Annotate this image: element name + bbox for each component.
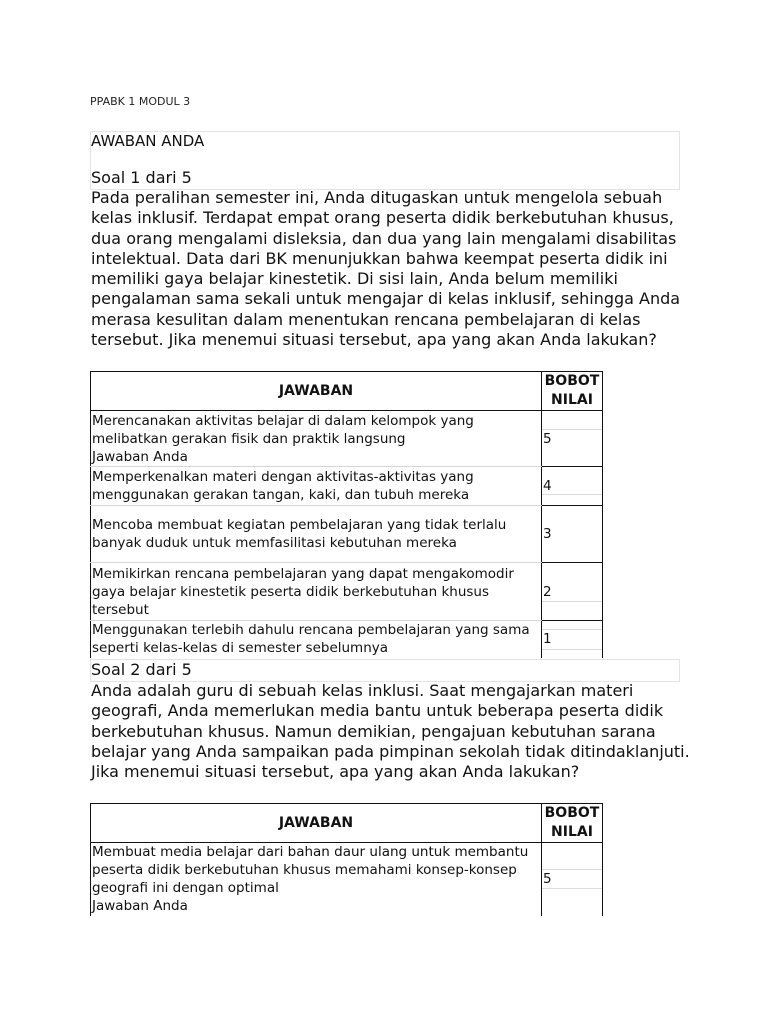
question-2-title: Soal 2 dari 5	[91, 660, 192, 679]
score-header-line-2: NILAI	[551, 392, 593, 408]
score-header-line-2: NILAI	[551, 824, 593, 840]
option-row[interactable]	[91, 621, 603, 658]
option-row[interactable]	[91, 563, 603, 621]
score-column-header	[542, 372, 603, 411]
option-score: 5	[543, 430, 552, 447]
option-cell[interactable]	[91, 411, 542, 467]
score-cell	[542, 843, 603, 917]
option-score: 5	[543, 871, 552, 887]
option-row[interactable]	[91, 506, 603, 563]
question-1-options-table	[90, 371, 603, 658]
your-answer-marker: Jawaban Anda	[92, 898, 188, 914]
question-2-table-clip	[0, 803, 768, 916]
score-cell	[542, 621, 603, 658]
answer-column-header: JAWABAN	[91, 372, 542, 411]
your-answer-marker: Jawaban Anda	[92, 448, 188, 465]
question-2-options-table	[90, 803, 603, 916]
score-header-line-1: BOBOT	[544, 373, 600, 389]
option-score: 2	[543, 583, 552, 600]
option-cell[interactable]	[91, 621, 542, 658]
option-text: Merencanakan aktivitas belajar di dalam kelompok yang melibatkan gerakan fisik dan praktik langsung	[92, 412, 474, 447]
score-cell	[542, 411, 603, 467]
option-text: Memperkenalkan materi dengan aktivitas-aktivitas yang menggunakan gerakan tangan, kaki, dan tubuh mereka	[92, 469, 474, 503]
option-score: 4	[543, 478, 552, 494]
question-1-text: Pada peralihan semester ini, Anda ditugaskan untuk mengelola sebuah kelas inklusif. Terdapat empat orang peserta didik berkebutuhan khusus, dua orang mengalami disleksia, dan dua yang lain mengalami disabilitas intelektual. Data dari BK menunjukkan bahwa keempat peserta didik ini memiliki gaya belajar kinestetik. Di sisi lain, Anda belum memiliki pengalaman sama sekali untuk mengajar di kelas inklusif, sehingga Anda merasa kesulitan dalam menentukan rencana pembelajaran di kelas tersebut. Jika menemui situasi tersebut, apa yang akan Anda lakukan?	[91, 188, 681, 350]
option-text: Mencoba membuat kegiatan pembelajaran yang tidak terlalu banyak duduk untuk memfasilitasi kebutuhan mereka	[92, 517, 507, 551]
answer-heading: AWABAN ANDA	[91, 132, 205, 150]
option-text: Memikirkan rencana pembelajaran yang dapat mengakomodir gaya belajar kinestetik peserta didik berkebutuhan khusus tersebut	[92, 565, 514, 618]
option-score: 3	[543, 526, 552, 542]
score-column-header	[542, 804, 603, 843]
option-cell[interactable]	[91, 467, 542, 506]
option-cell[interactable]	[91, 843, 542, 917]
option-row[interactable]	[91, 843, 603, 917]
option-cell[interactable]	[91, 506, 542, 563]
answer-column-header: JAWABAN	[91, 804, 542, 843]
score-cell	[542, 563, 603, 621]
score-cell	[542, 506, 603, 563]
option-cell[interactable]	[91, 563, 542, 621]
question-1-title: Soal 1 dari 5	[91, 168, 192, 187]
question-2-text: Anda adalah guru di sebuah kelas inklusi. Saat mengajarkan materi geografi, Anda memerlukan media bantu untuk beberapa peserta didik berkebutuhan khusus. Namun demikian, pengajuan kebutuhan sarana belajar yang Anda sampaikan pada pimpinan sekolah tidak ditindaklanjuti. Jika menemui situasi tersebut, apa yang akan Anda lakukan?	[91, 681, 690, 782]
option-text: Membuat media belajar dari bahan daur ulang untuk membantu peserta didik berkebutuhan khusus memahami konsep-konsep geografi ini dengan optimal	[92, 844, 529, 896]
option-row[interactable]	[91, 467, 603, 506]
score-cell	[542, 467, 603, 506]
option-text: Menggunakan terlebih dahulu rencana pembelajaran yang sama seperti kelas-kelas di semester sebelumnya	[92, 622, 530, 657]
option-row[interactable]	[91, 411, 603, 467]
score-header-line-1: BOBOT	[544, 805, 600, 821]
option-score: 1	[543, 631, 552, 648]
document-header: PPABK 1 MODUL 3	[90, 95, 191, 108]
